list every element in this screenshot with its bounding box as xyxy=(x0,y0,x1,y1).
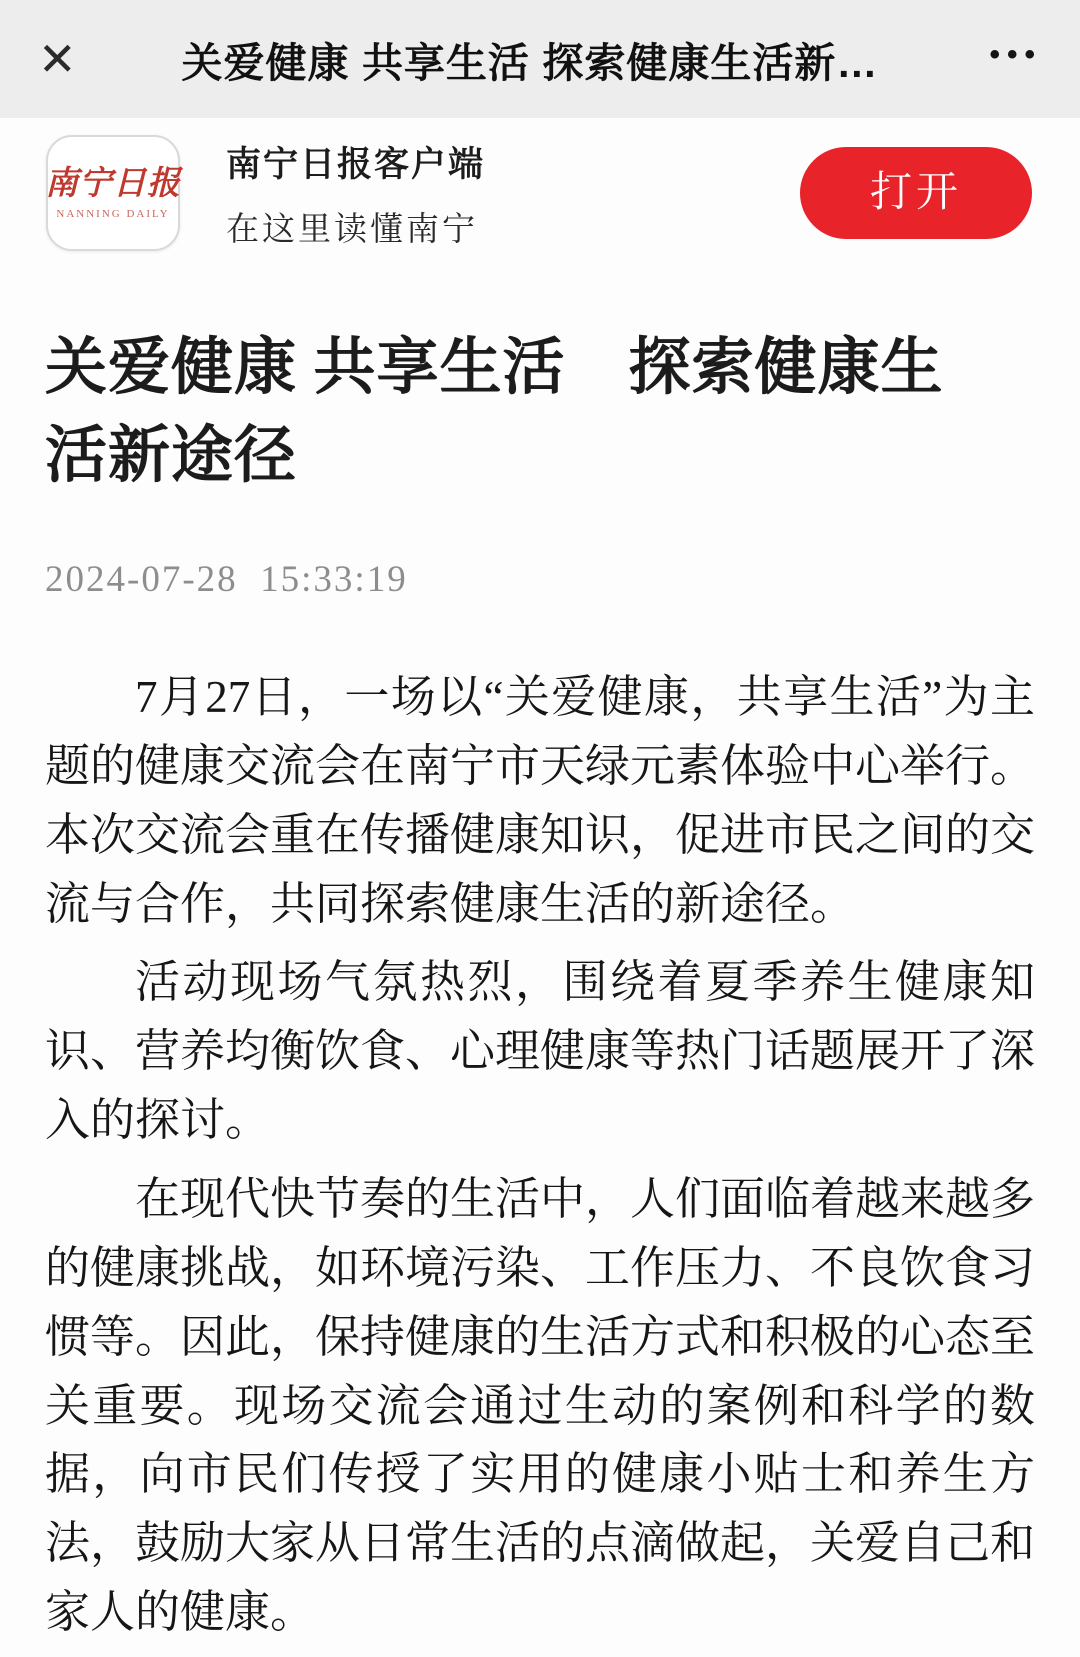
app-tagline: 在这里读懂南宁 xyxy=(226,211,478,248)
webview-topbar xyxy=(0,0,1080,118)
article-body xyxy=(45,663,1035,1647)
article-paragraph: 活动现场气氛热烈，围绕着夏季养生健康知识、营养均衡饮食、心理健康等热门话题展开了深入的探讨。 xyxy=(45,957,1036,1146)
app-logo-chinese-text: 南宁日报 xyxy=(45,165,181,202)
more-menu-icon[interactable]: ••• xyxy=(989,38,1042,71)
article-paragraph: 7月27日，一场以“关爱健康，共享生活”为主题的健康交流会在南宁市天绿元素体验中心举行。本次交流会重在传播健康知识，促进市民之间的交流与合作，共同探索健康生活的新途径。 xyxy=(45,672,1036,929)
open-app-button[interactable]: 打开 xyxy=(800,147,1032,239)
article-datetime: 2024-07-28 15:33:19 xyxy=(45,559,408,601)
app-info xyxy=(226,137,800,250)
app-logo-icon xyxy=(46,135,180,251)
article-container xyxy=(0,324,1080,1647)
page-title: 关爱健康 共享生活 探索健康生活新… xyxy=(181,39,879,86)
app-download-banner xyxy=(0,118,1080,268)
app-name: 南宁日报客户端 xyxy=(226,144,486,184)
close-icon[interactable]: ✕ xyxy=(38,33,77,85)
app-logo-english-text: NANNING DAILY xyxy=(56,208,170,221)
article-paragraph: 在现代快节奏的生活中，人们面临着越来越多的健康挑战，如环境污染、工作压力、不良饮食习惯等。因此，保持健康的生活方式和积极的心态至关重要。现场交流会通过生动的案例和科学的数据，向市民们传授了实用的健康小贴士和养生方法，鼓励大家从日常生活的点滴做起，关爱自己和家人的健康。 xyxy=(45,1173,1036,1638)
article-title: 关爱健康 共享生活 探索健康生活新途径 xyxy=(45,334,944,491)
